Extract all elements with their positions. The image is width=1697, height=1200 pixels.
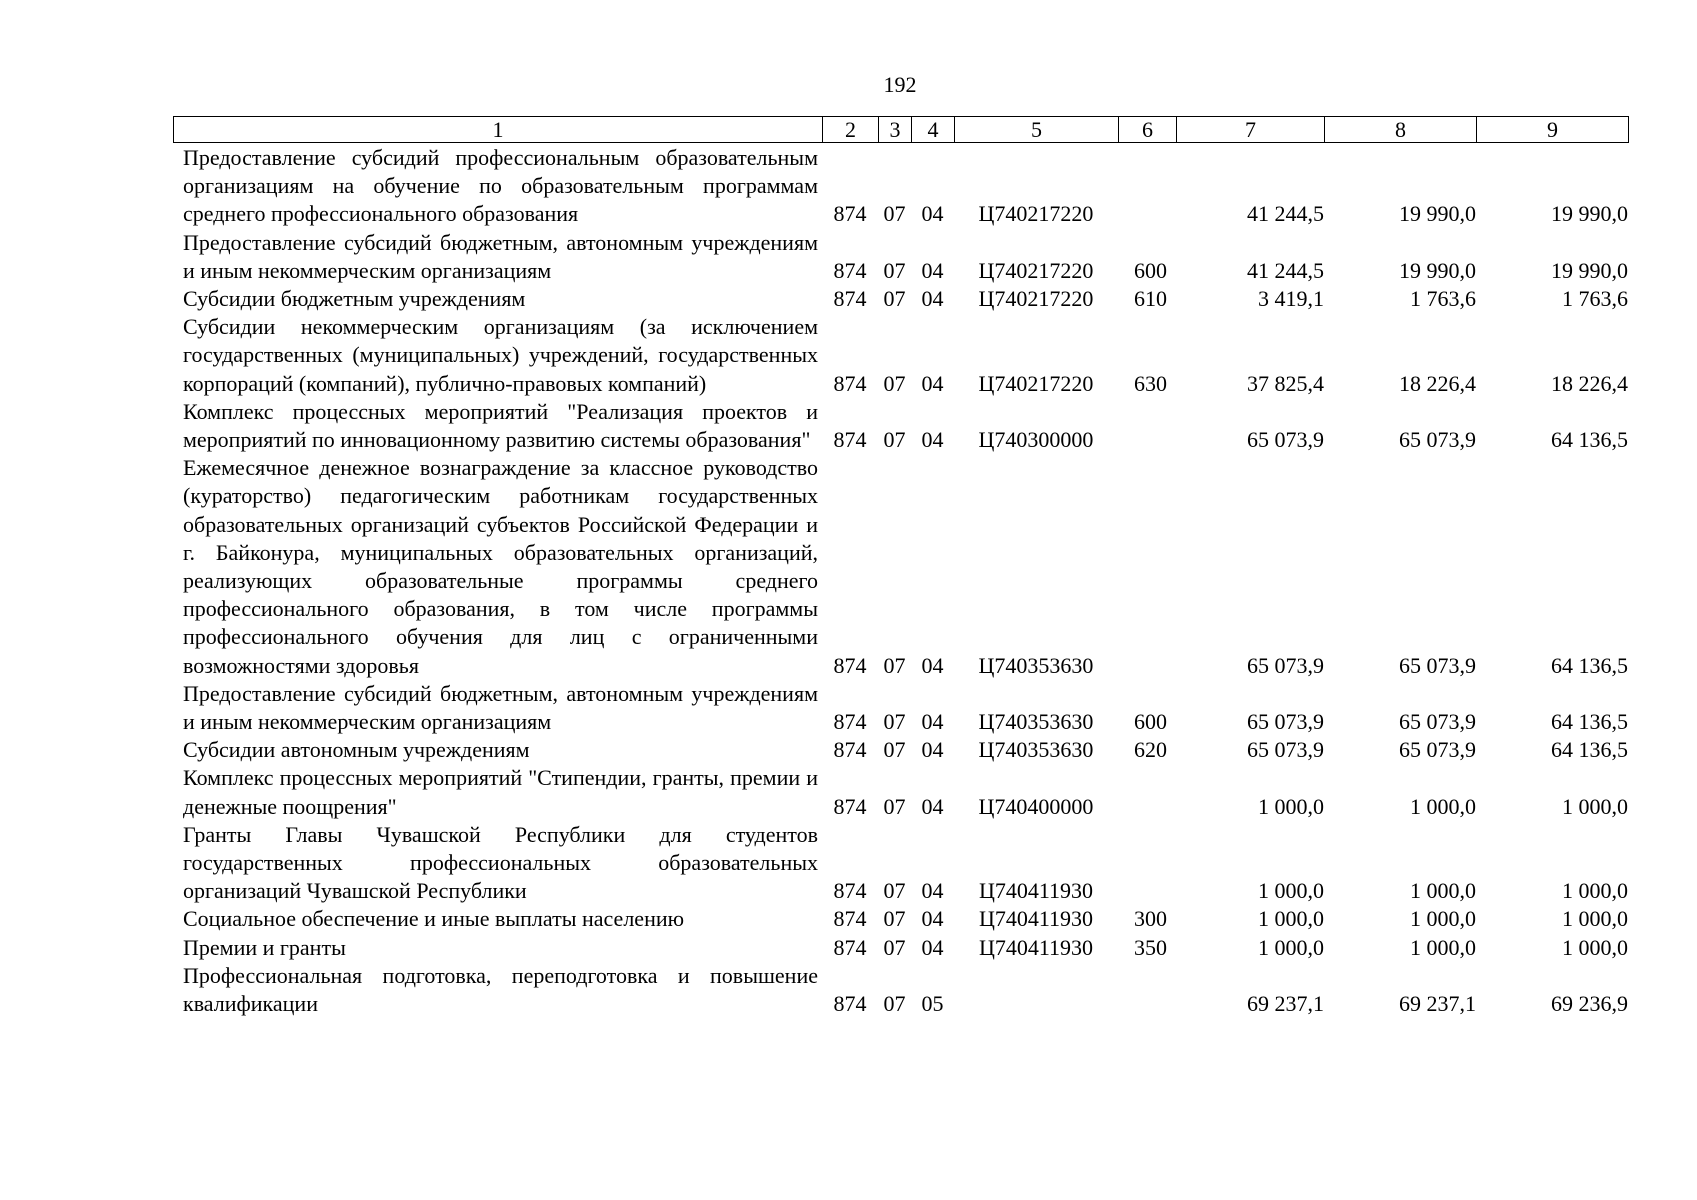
row-amount-col7: 37 825,4 — [1247, 370, 1324, 396]
row-expense-type: 620 — [1134, 737, 1167, 763]
row-amount-col8: 65 073,9 — [1399, 427, 1476, 453]
row-amount-col8: 19 990,0 — [1399, 257, 1476, 283]
row-amount-col9: 64 136,5 — [1551, 427, 1628, 453]
row-expense-type — [1118, 454, 1176, 680]
row-section: 07 — [883, 991, 906, 1017]
row-target-article — [954, 962, 1118, 1018]
row-target-article: Ц740217220 — [978, 370, 1094, 396]
row-amount-col8: 1 763,6 — [1410, 286, 1476, 312]
row-description: Предоставление субсидий профессиональным образовательным организациям на обучение по образовательным программам среднего профессионального образования — [183, 145, 818, 227]
row-amount-col9: 64 136,5 — [1551, 652, 1628, 678]
page-number: 192 — [883, 72, 917, 97]
row-ministry-code: 874 — [833, 370, 867, 396]
table-row — [173, 680, 1628, 736]
row-amount-col7: 3 419,1 — [1258, 286, 1324, 312]
table-row — [173, 313, 1628, 398]
header-col-9: 9 — [1477, 117, 1629, 143]
row-amount-col8: 1 000,0 — [1410, 934, 1476, 960]
row-target-article: Ц740411930 — [978, 906, 1094, 932]
row-description: Профессиональная подготовка, переподготовка и повышение квалификации — [183, 962, 818, 1017]
row-subsection: 04 — [921, 286, 944, 312]
row-amount-col7: 1 000,0 — [1258, 906, 1324, 932]
row-ministry-code: 874 — [833, 201, 867, 227]
row-ministry-code: 874 — [833, 906, 867, 932]
row-subsection: 04 — [921, 370, 944, 396]
row-amount-col9: 64 136,5 — [1551, 737, 1628, 763]
row-amount-col8: 1 000,0 — [1410, 878, 1476, 904]
row-expense-type — [1118, 962, 1176, 1018]
row-target-article: Ц740353630 — [978, 737, 1094, 763]
row-subsection: 04 — [921, 793, 944, 819]
header-col-3: 3 — [879, 117, 912, 143]
row-expense-type — [1118, 764, 1176, 820]
table-row — [173, 454, 1628, 680]
row-amount-col9: 18 226,4 — [1551, 370, 1628, 396]
row-description: Субсидии бюджетным учреждениям — [183, 286, 526, 312]
header-col-5: 5 — [955, 117, 1119, 143]
row-description: Предоставление субсидий бюджетным, автономным учреждениям и иным некоммерческим организациям — [183, 229, 818, 283]
row-section: 07 — [883, 257, 906, 283]
row-section: 07 — [883, 906, 906, 932]
row-section: 07 — [883, 370, 906, 396]
row-amount-col7: 41 244,5 — [1247, 201, 1324, 227]
table-row — [173, 285, 1628, 313]
row-target-article: Ц740353630 — [978, 652, 1094, 678]
header-col-8: 8 — [1325, 117, 1477, 143]
row-amount-col7: 65 073,9 — [1247, 709, 1324, 735]
row-description: Социальное обеспечение и иные выплаты населению — [183, 906, 685, 932]
row-description: Субсидии автономным учреждениям — [183, 737, 530, 763]
row-subsection: 04 — [921, 201, 944, 227]
row-subsection: 05 — [921, 991, 944, 1017]
row-section: 07 — [883, 878, 906, 904]
row-amount-col8: 1 000,0 — [1410, 906, 1476, 932]
table-row — [173, 905, 1628, 933]
header-col-6: 6 — [1119, 117, 1177, 143]
row-amount-col7: 65 073,9 — [1247, 427, 1324, 453]
row-expense-type: 350 — [1134, 934, 1167, 960]
header-col-7: 7 — [1177, 117, 1325, 143]
row-expense-type — [1118, 398, 1176, 454]
column-number-header — [173, 116, 1629, 143]
row-section: 07 — [883, 201, 906, 227]
row-amount-col8: 65 073,9 — [1399, 652, 1476, 678]
row-subsection: 04 — [921, 709, 944, 735]
row-amount-col9: 19 990,0 — [1551, 201, 1628, 227]
row-description: Комплекс процессных мероприятий "Стипендии, гранты, премии и денежные поощрения" — [183, 765, 818, 819]
row-description: Гранты Главы Чувашской Республики для студентов государственных профессиональных образовательных организаций Чувашской Республики — [183, 821, 818, 904]
row-ministry-code: 874 — [833, 934, 867, 960]
row-ministry-code: 874 — [833, 878, 867, 904]
row-ministry-code: 874 — [833, 286, 867, 312]
row-section: 07 — [883, 652, 906, 678]
row-subsection: 04 — [921, 906, 944, 932]
row-expense-type: 630 — [1134, 370, 1167, 396]
table-row — [173, 934, 1628, 962]
row-amount-col7: 65 073,9 — [1247, 737, 1324, 763]
table-row — [173, 821, 1628, 906]
row-ministry-code: 874 — [833, 427, 867, 453]
row-amount-col7: 41 244,5 — [1247, 257, 1324, 283]
row-target-article: Ц740411930 — [978, 934, 1094, 960]
row-amount-col9: 1 000,0 — [1562, 934, 1628, 960]
row-amount-col9: 1 763,6 — [1562, 286, 1628, 312]
row-amount-col9: 19 990,0 — [1551, 257, 1628, 283]
row-amount-col8: 65 073,9 — [1399, 709, 1476, 735]
row-amount-col9: 1 000,0 — [1562, 878, 1628, 904]
row-target-article: Ц740217220 — [978, 286, 1094, 312]
row-amount-col7: 1 000,0 — [1258, 934, 1324, 960]
row-ministry-code: 874 — [833, 652, 867, 678]
row-expense-type: 610 — [1134, 286, 1167, 312]
row-description: Ежемесячное денежное вознаграждение за классное руководство (кураторство) педагогическим работникам государственных образовательных организаций субъектов Российской Федерации и г. Байконура, муниципальных образовательных организаций, реализующих образовательные программы среднего профессионального образования, в том числе программы профессионального обучения для лиц с ограниченными возможностями здоровья — [183, 455, 818, 678]
table-row — [173, 229, 1628, 285]
row-amount-col9: 64 136,5 — [1551, 709, 1628, 735]
row-target-article: Ц740217220 — [978, 257, 1094, 283]
row-subsection: 04 — [921, 934, 944, 960]
row-subsection: 04 — [921, 737, 944, 763]
row-target-article: Ц740353630 — [978, 709, 1094, 735]
row-amount-col8: 18 226,4 — [1399, 370, 1476, 396]
table-row — [173, 144, 1628, 229]
table-row — [173, 398, 1628, 454]
row-ministry-code: 874 — [833, 991, 867, 1017]
row-subsection: 04 — [921, 878, 944, 904]
table-row — [173, 736, 1628, 764]
header-col-4: 4 — [912, 117, 955, 143]
row-ministry-code: 874 — [833, 257, 867, 283]
row-section: 07 — [883, 934, 906, 960]
table-row — [173, 764, 1628, 820]
table-row — [173, 962, 1628, 1018]
row-amount-col9: 69 236,9 — [1551, 991, 1628, 1017]
row-amount-col8: 1 000,0 — [1410, 793, 1476, 819]
row-expense-type — [1118, 821, 1176, 906]
row-description: Предоставление субсидий бюджетным, автономным учреждениям и иным некоммерческим организациям — [183, 680, 818, 735]
row-target-article: Ц740217220 — [978, 201, 1094, 227]
row-amount-col8: 19 990,0 — [1399, 201, 1476, 227]
row-description: Субсидии некоммерческим организациям (за исключением государственных (муниципальных) учреждений, государственных корпораций (компаний), публично-правовых компаний) — [183, 314, 818, 396]
row-expense-type: 300 — [1134, 906, 1167, 932]
row-expense-type: 600 — [1134, 257, 1167, 283]
row-section: 07 — [883, 427, 906, 453]
row-ministry-code: 874 — [833, 737, 867, 763]
header-col-1: 1 — [174, 117, 823, 143]
row-expense-type: 600 — [1134, 709, 1167, 735]
row-description: Премии и гранты — [183, 934, 346, 960]
row-target-article: Ц740300000 — [978, 427, 1094, 453]
row-ministry-code: 874 — [833, 793, 867, 819]
row-amount-col7: 69 237,1 — [1247, 991, 1324, 1017]
row-section: 07 — [883, 709, 906, 735]
header-col-2: 2 — [823, 117, 879, 143]
row-amount-col7: 1 000,0 — [1258, 878, 1324, 904]
row-amount-col9: 1 000,0 — [1562, 906, 1628, 932]
row-ministry-code: 874 — [833, 709, 867, 735]
row-amount-col8: 65 073,9 — [1399, 737, 1476, 763]
row-description: Комплекс процессных мероприятий "Реализация проектов и мероприятий по инновационному развитию системы образования" — [183, 398, 818, 453]
row-target-article: Ц740411930 — [978, 878, 1094, 904]
row-subsection: 04 — [921, 652, 944, 678]
row-expense-type — [1118, 144, 1176, 229]
row-amount-col9: 1 000,0 — [1562, 793, 1628, 819]
row-section: 07 — [883, 737, 906, 763]
row-amount-col7: 65 073,9 — [1247, 652, 1324, 678]
budget-table — [173, 144, 1628, 1018]
header-row — [174, 117, 1629, 143]
row-section: 07 — [883, 793, 906, 819]
row-amount-col8: 69 237,1 — [1399, 991, 1476, 1017]
row-subsection: 04 — [921, 427, 944, 453]
row-section: 07 — [883, 286, 906, 312]
row-subsection: 04 — [921, 257, 944, 283]
row-target-article: Ц740400000 — [978, 793, 1094, 819]
row-amount-col7: 1 000,0 — [1258, 793, 1324, 819]
